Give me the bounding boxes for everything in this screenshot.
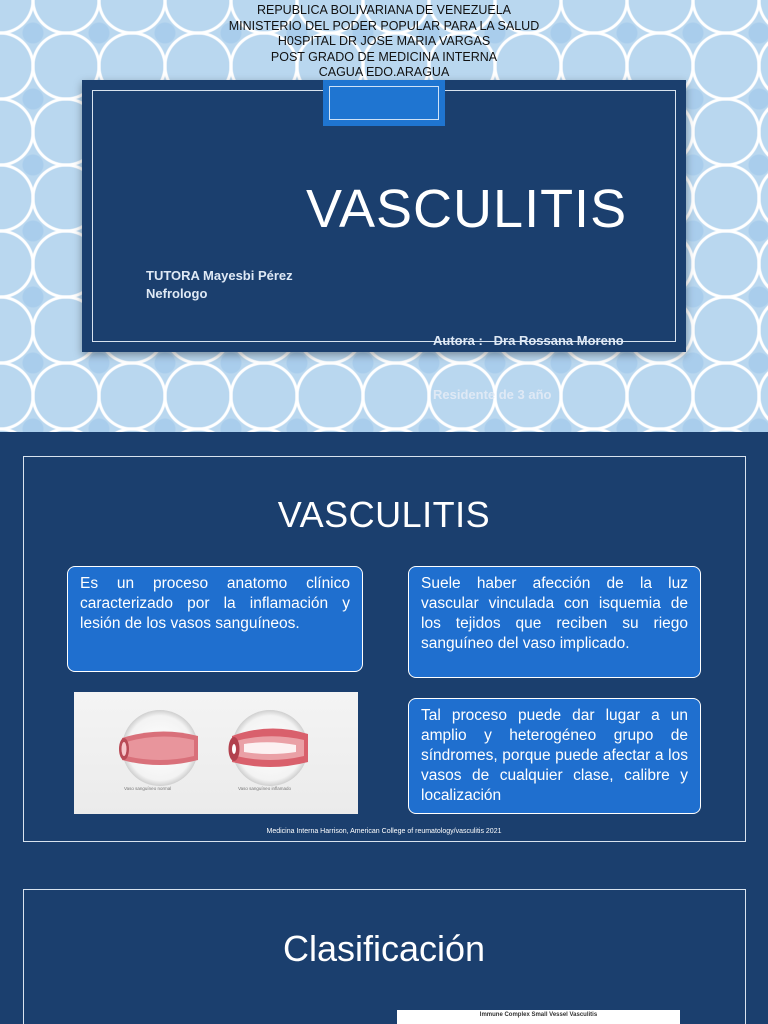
accent-tab: [323, 80, 445, 126]
normal-vessel-caption: Vaso sanguíneo normal: [124, 786, 172, 791]
normal-vessel-icon: [119, 710, 198, 786]
slide-title: VASCULITIS: [277, 494, 491, 535]
ischemia-box: Suele haber afección de la luz vascular vinculada con isquemia de los tejidos que reciben su riego sanguíneo del vaso implicado.: [408, 566, 701, 678]
classification-image: [397, 1010, 680, 1024]
title-slide: [0, 0, 768, 432]
classification-slide: [0, 864, 768, 1024]
header-line-postgrado: POST GRADO DE MEDICINA INTERNA: [270, 49, 498, 64]
vessel-illustration-svg: [74, 692, 358, 814]
inflamed-vessel-caption: Vaso sanguíneo inflamado: [238, 786, 291, 791]
inflamed-vessel-icon: [229, 710, 309, 786]
header-line-ministry: MINISTERIO DEL PODER POPULAR PARA LA SALUD: [228, 18, 540, 33]
definition-box: Es un proceso anatomo clínico caracterizado por la inflamación y lesión de los vasos sanguíneos.: [67, 566, 363, 672]
definition-slide: [0, 432, 768, 864]
tutor-block: [146, 267, 293, 303]
institution-header: [0, 3, 768, 81]
slide-title: Clasificación: [282, 928, 486, 969]
header-line-republic: REPUBLICA BOLIVARIANA DE VENEZUELA: [256, 3, 512, 17]
author-name: Autora : Dra Rossana Moreno: [433, 333, 624, 348]
header-line-location: CAGUA EDO.ARAGUA: [318, 65, 450, 79]
tutor-specialty: Nefrologo: [146, 286, 208, 301]
classification-image-caption: Immune Complex Small Vessel Vasculitis: [479, 1012, 598, 1018]
blood-vessel-illustration: [74, 692, 358, 814]
tutor-name: TUTORA Mayesbi Pérez: [146, 268, 293, 283]
author-block: [433, 296, 624, 432]
syndromes-box: Tal proceso puede dar lugar a un amplio y heterogéneo grupo de síndromes, porque puede afectar a los vasos de cualquier clase, calibre y localización: [408, 698, 701, 814]
accent-tab-frame: [329, 86, 439, 120]
presentation-title: VASCULITIS: [306, 179, 628, 239]
source-citation: Medicina Interna Harrison, American College of reumatology/vasculitis 2021: [266, 828, 502, 835]
author-residency: Residente de 3 año: [433, 387, 552, 402]
header-line-hospital: H0SPITAL DR JOSE MARIA VARGAS: [277, 34, 491, 48]
